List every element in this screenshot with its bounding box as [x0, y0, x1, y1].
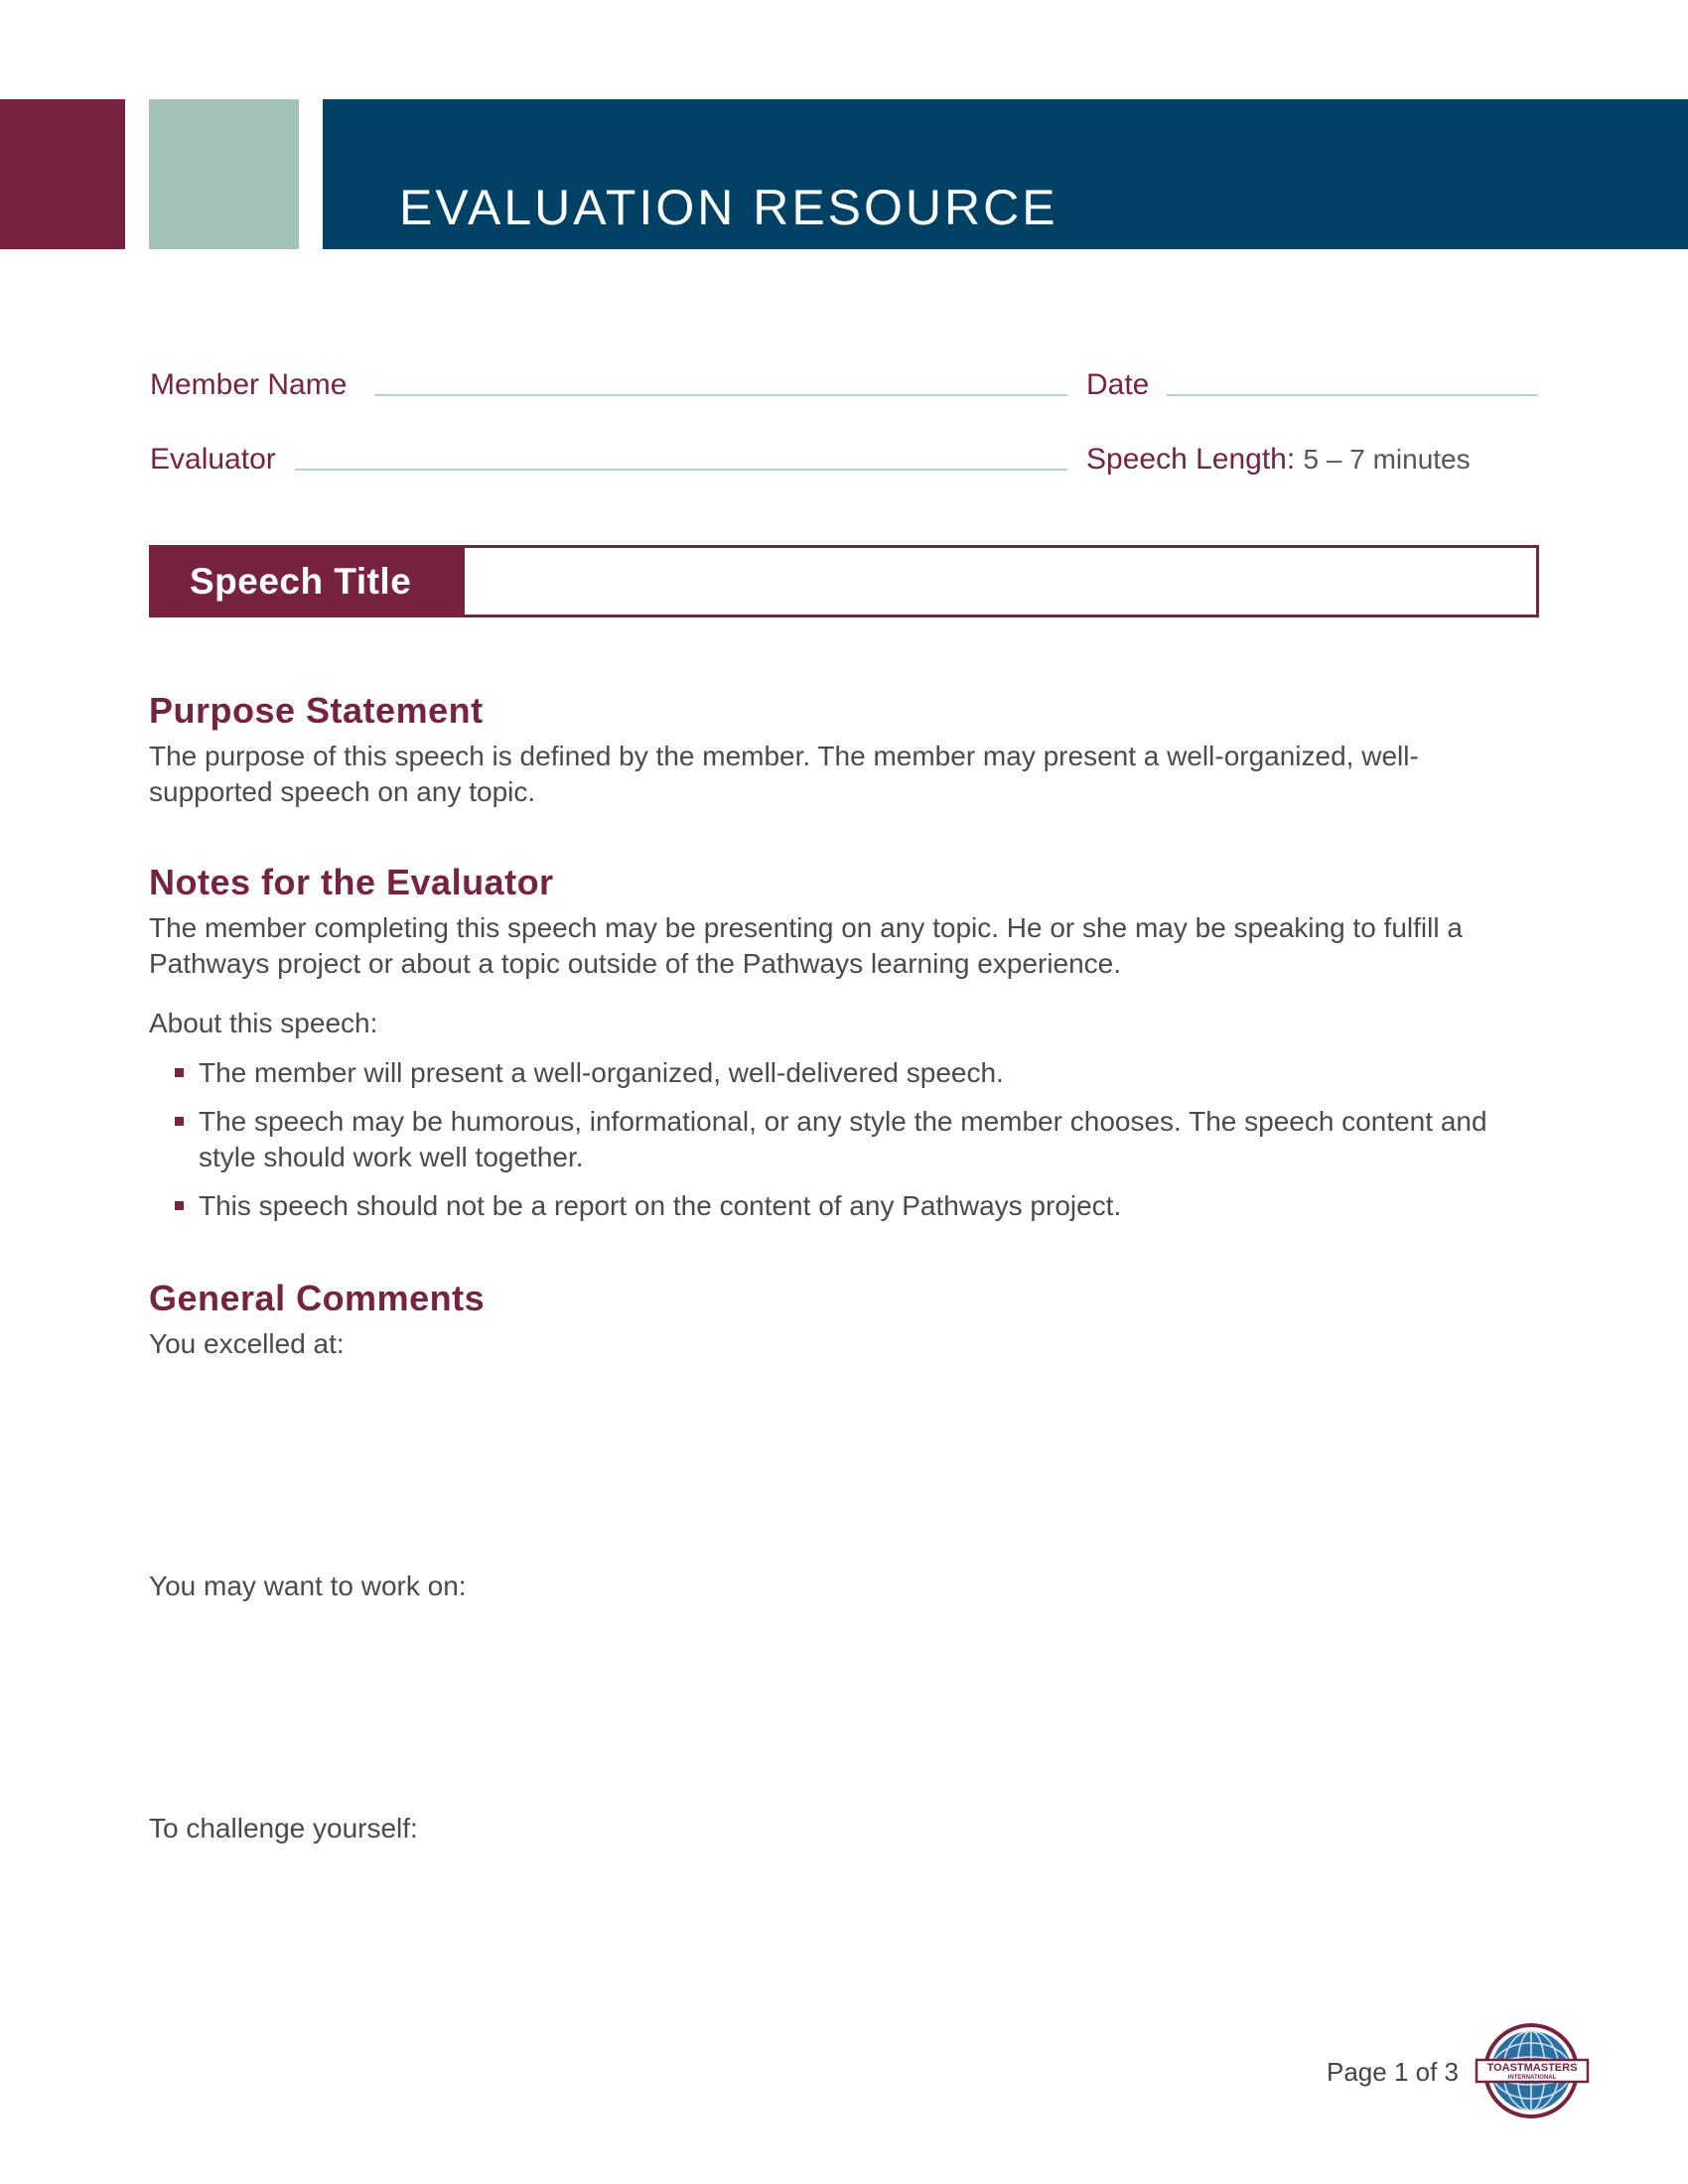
- list-item: [149, 1104, 1539, 1175]
- page-number: Page 1 of 3: [1327, 2057, 1459, 2087]
- notes-text: The member completing this speech may be presenting on any topic. He or she may be speaking to fulfill a Pathways project or about a topic outside of the Pathways learning experience.: [149, 912, 1463, 979]
- speech-length-field: [1086, 445, 1471, 475]
- bullet-icon: [175, 1117, 184, 1126]
- list-item-text: The speech may be humorous, informational, or any style the member chooses. The speech content and style should work well together.: [199, 1106, 1487, 1172]
- logo-text: TOASTMASTERS: [1486, 2062, 1578, 2074]
- header-sage-block: [149, 99, 299, 249]
- list-item-text: The member will present a well-organized, well-delivered speech.: [199, 1057, 1004, 1088]
- excelled-label: You excelled at:: [149, 1328, 345, 1359]
- challenge-field[interactable]: [149, 1854, 1543, 2017]
- work-on-field[interactable]: [149, 1612, 1543, 1785]
- general-comments-heading: General Comments: [149, 1278, 486, 1318]
- speech-title-input[interactable]: [465, 548, 1536, 614]
- header-maroon-block: [0, 99, 125, 249]
- purpose-text: The purpose of this speech is defined by the member. The member may present a well-organized, well-supported speech on any topic.: [149, 741, 1419, 807]
- about-speech-label: About this speech:: [149, 1008, 378, 1038]
- purpose-heading: Purpose Statement: [149, 690, 484, 731]
- page-title: EVALUATION RESOURCE: [399, 179, 1058, 235]
- speech-length-label: Speech Length:: [1086, 443, 1296, 476]
- toastmasters-logo: [1474, 2021, 1591, 2120]
- bullet-icon: [175, 1201, 184, 1210]
- notes-heading: Notes for the Evaluator: [149, 862, 554, 902]
- challenge-label: To challenge yourself:: [149, 1813, 418, 1843]
- about-speech-list: [149, 1055, 1539, 1237]
- logo-subtext: INTERNATIONAL: [1507, 2075, 1557, 2081]
- evaluator-field[interactable]: [295, 469, 1067, 471]
- evaluator-label: Evaluator: [150, 443, 276, 476]
- list-item: [149, 1055, 1539, 1091]
- header-bar: [323, 99, 1688, 249]
- bullet-icon: [175, 1068, 184, 1077]
- work-on-label: You may want to work on:: [149, 1570, 467, 1601]
- member-name-label: Member Name: [150, 368, 348, 401]
- list-item: [149, 1188, 1539, 1224]
- member-name-field[interactable]: [374, 394, 1067, 396]
- date-field[interactable]: [1167, 394, 1538, 396]
- date-label: Date: [1086, 368, 1150, 401]
- excelled-field[interactable]: [149, 1370, 1543, 1543]
- speech-title-label: Speech Title: [152, 548, 465, 614]
- speech-length-value: 5 – 7 minutes: [1303, 444, 1471, 475]
- list-item-text: This speech should not be a report on the content of any Pathways project.: [199, 1190, 1122, 1221]
- speech-title-box: [149, 545, 1539, 617]
